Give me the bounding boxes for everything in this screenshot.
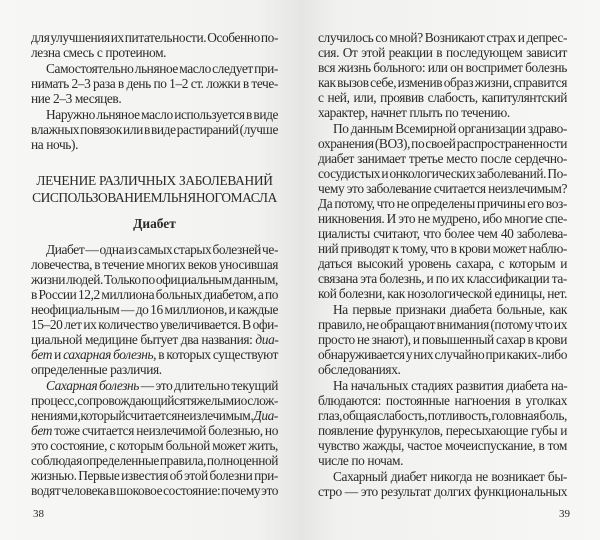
text-segment: появление фурункулов, пересыхающие губы и [318, 423, 567, 438]
text-line [31, 483, 278, 498]
text-line [318, 286, 567, 301]
text-segment: Сахарный диабет никогда не возникает бы- [333, 469, 567, 484]
page-number: 38 [33, 508, 44, 520]
text-segment: неофициальным — до 16 миллионов, и каждые [31, 302, 278, 317]
text-line [31, 61, 278, 76]
text-line [31, 272, 278, 287]
text-segment: тоже считается неизлечимой болезнью, но [51, 423, 278, 438]
text-line [318, 271, 567, 286]
text-segment: чувство жажды, частое мочеиспускание, в том [318, 438, 567, 453]
text-line [318, 136, 567, 151]
section-subheading: Диабет [133, 216, 176, 231]
text-segment: 15–20 лет их количество увеличивается. В офи- [31, 317, 278, 332]
text-segment: охранения (ВОЗ), по своей распространенности [318, 136, 567, 151]
text-segment: никновения. И это не мудрено, ибо многие спе- [318, 211, 567, 226]
text-line [31, 378, 278, 393]
text-line [31, 30, 278, 45]
text-segment: числе по ночам. [318, 453, 404, 468]
text-line [318, 181, 567, 196]
text-segment: — это длительно текущий [139, 378, 278, 393]
text-segment: нениями, который считается неизлечимым. [31, 408, 254, 423]
text-segment: Диабет — одна из самых старых болезней че- [46, 242, 278, 257]
text-line [31, 91, 278, 106]
text-line [31, 332, 278, 347]
text-line [318, 469, 567, 484]
text-line [31, 122, 278, 137]
text-line [31, 362, 278, 377]
text-segment: характер, начнет плыть по течению. [318, 105, 510, 120]
text-segment: Да потому, что не определены причины его воз- [318, 196, 567, 211]
page-number: 39 [559, 508, 570, 520]
text-segment: правило, не обращают внимания (потому что их [318, 317, 567, 332]
text-segment: определенные различия. [31, 362, 162, 377]
text-line [318, 256, 567, 271]
text-segment: нимать 2–3 раза в день по 1–2 ст. ложки в тече- [31, 76, 278, 91]
intro-paragraphs [31, 30, 278, 152]
text-line [31, 317, 278, 332]
italic-term: бет [31, 423, 52, 438]
text-line [31, 137, 278, 152]
text-segment: , в которых существуют [153, 347, 278, 362]
text-line [31, 287, 278, 302]
text-line [318, 438, 567, 453]
text-segment: диабет занимает третье место после сердечно- [318, 151, 567, 166]
text-line [318, 211, 567, 226]
text-segment: обследованиях. [318, 362, 401, 377]
text-line [31, 393, 278, 408]
text-line [318, 408, 567, 423]
text-line [31, 302, 278, 317]
text-line [31, 423, 278, 438]
text-segment: На первые признаки диабета больные, как [333, 302, 567, 317]
left-page-text [31, 30, 278, 498]
text-segment: сия. От этой реакции в последующем зависит [318, 45, 567, 60]
text-line [318, 332, 567, 347]
text-line [318, 302, 567, 317]
chapter-heading-line-1: ЛЕЧЕНИЕ РАЗЛИЧНЫХ ЗАБОЛЕВАНИЙ [36, 173, 273, 188]
chapter-heading-line-2: С ИСПОЛЬЗОВАНИЕМ ЛЬНЯНОГО МАСЛА [32, 190, 277, 205]
text-segment: По данным Всемирной организации здраво- [333, 121, 567, 136]
text-segment: ний приводят к тому, что в крови может наблю- [318, 241, 567, 256]
text-segment: ние 2–3 месяцев. [31, 91, 122, 106]
text-line [318, 60, 567, 75]
text-line [318, 362, 567, 377]
text-segment: влажных повязок или в виде растираний (лучше [31, 122, 278, 137]
text-segment: сосудистых и онкологических заболеваний. По- [318, 166, 567, 181]
text-line [31, 438, 278, 453]
right-page-text [318, 30, 567, 499]
text-line [31, 347, 278, 362]
text-line [318, 317, 567, 332]
text-segment: случилось со мной? Возникают страх и депрес- [318, 30, 567, 45]
text-segment: блюдаются: постоянные нагноения в уголках [318, 393, 567, 408]
text-line [318, 166, 567, 181]
text-segment: для улучшения их питательности. Особенно по- [31, 30, 278, 45]
right-page [300, 0, 600, 540]
text-segment: циалисты считают, что более чем 40 заболева- [318, 226, 567, 241]
text-segment: стро — это результат долгих функциональных [318, 484, 567, 499]
text-line [318, 241, 567, 256]
text-segment: даться высокий уровень сахара, с которым и [318, 256, 567, 271]
text-line [318, 121, 567, 136]
text-segment: кой болезни, как нозологической единицы, нет. [318, 286, 567, 301]
text-line [318, 453, 567, 468]
italic-term: сахарная болезнь [63, 347, 154, 362]
text-segment: ловечества, в течение многих веков уносившая [31, 257, 278, 272]
text-line [318, 423, 567, 438]
text-segment: водят человека в шоковое состояние: почему это [31, 483, 279, 498]
text-segment: чему это заболевание считается неизлечимым? [318, 181, 567, 196]
text-segment: на ночь). [31, 137, 79, 152]
text-line [318, 45, 567, 60]
text-line [31, 107, 278, 122]
text-line [318, 226, 567, 241]
text-line [31, 242, 278, 257]
text-line [31, 468, 278, 483]
text-line [31, 76, 278, 91]
text-segment: и [51, 347, 64, 362]
text-line [31, 45, 278, 60]
text-segment: лезна смесь с протеином. [31, 45, 167, 60]
text-line [318, 90, 567, 105]
text-segment: просто не знают), и повышенный сахар в крови [318, 332, 567, 347]
italic-term: Сахарная болезнь [46, 378, 139, 393]
text-line [31, 257, 278, 272]
text-segment: Наружно льняное масло используется в виде [46, 107, 279, 122]
text-line [318, 75, 567, 90]
text-segment: глаз, общая слабость, потливость, головная боль, [318, 408, 567, 423]
text-line [318, 484, 567, 499]
text-line [318, 105, 567, 120]
text-segment: обнаруживается у них случайно при каких-либо [318, 347, 567, 362]
text-line [318, 30, 567, 45]
text-line [318, 393, 567, 408]
text-segment: соблюдая определенные правила, полноценной [31, 453, 279, 468]
italic-term: бет [31, 347, 52, 362]
text-segment: это состояние, с которым больной может жить, [31, 438, 278, 453]
text-line [318, 347, 567, 362]
text-segment: процесс, сопровождающийся тяжелыми ослож- [31, 393, 278, 408]
text-line [31, 453, 278, 468]
text-segment: в России 12,2 миллиона больных диабетом, а по [31, 287, 278, 302]
text-segment: связана эта болезнь, и по их классификации та- [318, 271, 567, 286]
text-segment: Самостоятельно льняное масло следует при- [46, 61, 278, 76]
text-segment: циальной медицине бытует два названия: [31, 332, 256, 347]
italic-term: диа- [255, 332, 279, 347]
text-segment: На начальных стадиях развития диабета на- [333, 378, 568, 393]
text-segment: с ней, или, проявив слабость, капитулянтский [318, 90, 567, 105]
text-segment: жизнью. Первые известия об этой болезни при- [31, 468, 278, 483]
text-line [318, 196, 567, 211]
text-line [31, 408, 278, 423]
body-paragraphs [318, 30, 567, 499]
text-segment: вся жизнь больного: или он воспримет болезнь [318, 60, 567, 75]
text-line [318, 378, 567, 393]
body-paragraphs [31, 242, 278, 498]
text-line [318, 151, 567, 166]
text-segment: как вызов себе, изменив образ жизни, справится [318, 75, 567, 90]
text-segment: жизни людей. Только по официальным данным, [31, 272, 278, 287]
italic-term: Диа- [253, 408, 278, 423]
